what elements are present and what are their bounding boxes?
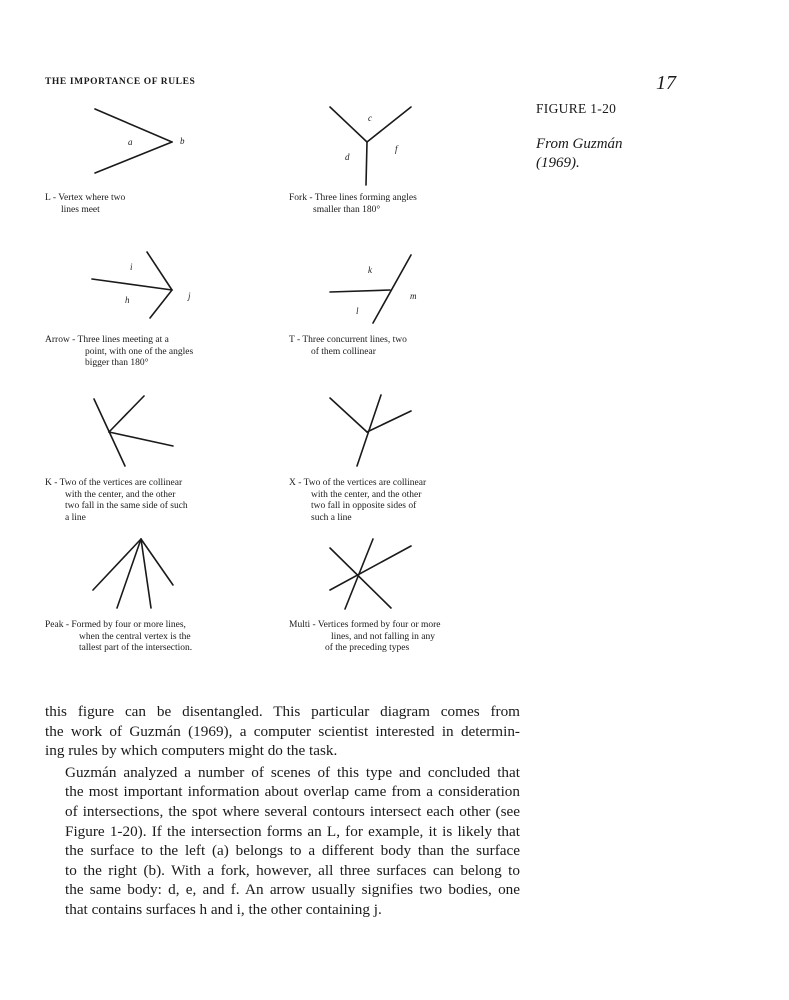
diagram-k bbox=[94, 396, 173, 466]
para2-line: the surface to the left (a) belongs to a different body than the surface bbox=[65, 842, 520, 860]
caption-multi: Multi - Vertices formed by four or more lines, and not falling in any of the preceding types bbox=[289, 620, 441, 653]
caption-arrow: Arrow - Three lines meeting at a point, with one of the angles bigger than 180° bbox=[45, 335, 194, 368]
caption-k: K - Two of the vertices are collinear with the center, and the other two fall in the same side of such a line bbox=[45, 478, 188, 523]
para2-line: the most important information about overlap came from a consideration bbox=[65, 783, 520, 801]
diagram-t bbox=[330, 255, 417, 323]
para2-line: Figure 1-20). If the intersection forms an L, for example, it is likely that bbox=[65, 822, 520, 840]
running-head: THE IMPORTANCE OF RULES bbox=[45, 77, 196, 87]
para2-line: to the right (b). With a fork, however, all three surfaces can belong to bbox=[65, 861, 520, 879]
para1-line: the work of Guzmán (1969), a computer scientist interested in determin- bbox=[45, 722, 520, 740]
caption-t: T - Three concurrent lines, two of them collinear bbox=[289, 335, 407, 357]
caption-fork: Fork - Three lines forming angles smaller than 180° bbox=[289, 193, 417, 215]
label-h: h bbox=[125, 295, 130, 305]
label-c: c bbox=[368, 113, 372, 123]
label-d: d bbox=[345, 152, 350, 162]
paragraph-1 bbox=[45, 702, 520, 761]
paragraph-2 bbox=[45, 763, 520, 920]
caption-peak: Peak - Formed by four or more lines, when the central vertex is the tallest part of the intersection. bbox=[45, 620, 193, 653]
label-b: b bbox=[180, 136, 185, 146]
label-a: a bbox=[128, 137, 133, 147]
diagram-fork bbox=[330, 107, 411, 185]
label-i: i bbox=[130, 262, 133, 272]
label-k: k bbox=[368, 265, 372, 275]
diagram-x bbox=[330, 395, 411, 466]
para2-line: of intersections, the spot where several contours intersect each other (see bbox=[65, 802, 520, 820]
diagram-multi bbox=[330, 539, 411, 609]
body-text bbox=[45, 702, 520, 920]
diagram-arrow bbox=[92, 252, 191, 318]
diagram-peak bbox=[93, 539, 173, 608]
para1-line: this figure can be disentangled. This particular diagram comes from bbox=[45, 703, 520, 720]
label-m: m bbox=[410, 291, 417, 301]
page-number: 17 bbox=[656, 72, 676, 94]
label-j: j bbox=[188, 291, 191, 301]
caption-x: X - Two of the vertices are collinear with the center, and the other two fall in opposite sides of such a line bbox=[289, 478, 427, 523]
figure-label: FIGURE 1-20 bbox=[536, 101, 617, 116]
para2-line: that contains surfaces h and i, the other containing j. bbox=[65, 900, 382, 918]
para1-line: ing rules by which computers might do the task. bbox=[45, 742, 338, 760]
label-f: f bbox=[395, 144, 398, 154]
figure-source: From Guzmán (1969). bbox=[536, 136, 623, 171]
para2-line: Guzmán analyzed a number of scenes of this type and concluded that bbox=[65, 763, 520, 781]
caption-l: L - Vertex where two lines meet bbox=[45, 193, 126, 215]
para2-line: the same body: d, e, and f. An arrow usually signifies two bodies, one bbox=[65, 881, 520, 899]
label-l: l bbox=[356, 306, 359, 316]
diagram-l bbox=[95, 109, 185, 173]
